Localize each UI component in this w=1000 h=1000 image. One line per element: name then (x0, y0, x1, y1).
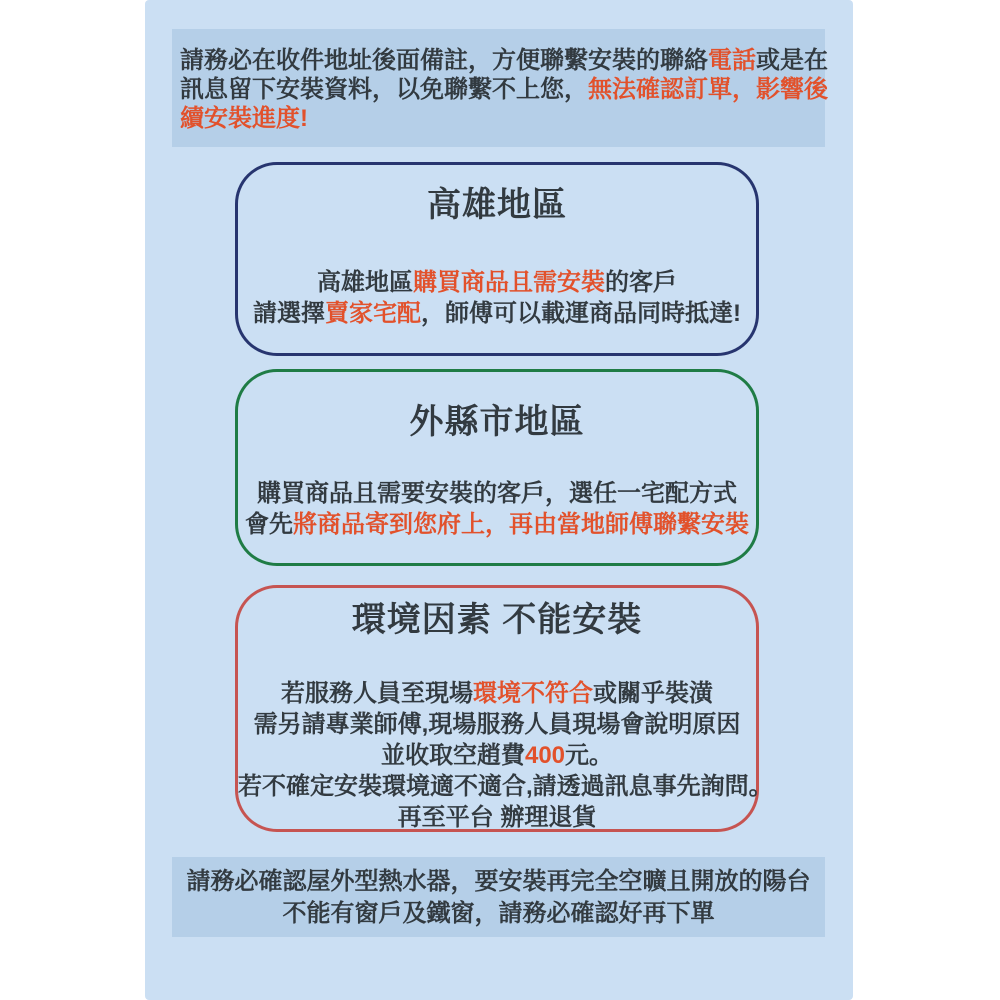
text-line: 購買商品且需要安裝的客戶，選任一宅配方式 (257, 480, 737, 507)
environment-restriction-box (235, 585, 773, 832)
text-line: 若服務人員至現場環境不符合或關乎裝潢 (281, 680, 713, 707)
text-line: 再至平台 辦理退貨 (397, 804, 597, 831)
text-line: 請務必確認屋外型熱水器，要安裝再完全空曠且開放的陽台 (186, 868, 811, 895)
region-box-kaohsiung (235, 162, 759, 356)
text-line: 若不確定安裝環境適不適合,請透過訊息事先詢問。 (238, 773, 773, 800)
text-line: 請務必在收件地址後面備註，方便聯繫安裝的聯絡電話或是在 (180, 47, 828, 74)
other-counties-box-body (238, 478, 756, 540)
text-line: 訊息留下安裝資料，以免聯繫不上您，無法確認訂單，影響後 (180, 76, 828, 103)
kaohsiung-box-body (238, 267, 756, 329)
other-counties-box-title: 外縣市地區 (409, 403, 585, 441)
text-line: 並收取空趙費400元。 (380, 742, 614, 769)
kaohsiung-box-title: 高雄地區 (427, 186, 567, 224)
environment-box-body (238, 678, 773, 833)
text-line: 高雄地區購買商品且需安裝的客戶 (317, 269, 677, 296)
text-line: 請選擇賣家宅配，師傅可以載運商品同時抵達! (253, 300, 741, 327)
text-line: 不能有窗戶及鐵窗，請務必確認好再下單 (282, 900, 715, 927)
page-background (145, 0, 853, 1000)
environment-box-title: 環境因素 不能安裝 (351, 601, 643, 639)
region-box-other-counties (235, 369, 759, 566)
text-line: 續安裝進度! (180, 105, 308, 132)
top-notice-panel (172, 29, 828, 147)
bottom-notice-panel (172, 857, 825, 937)
text-line: 需另請專業師傅,現場服務人員現場會說明原因 (253, 711, 741, 738)
text-line: 會先將商品寄到您府上，再由當地師傅聯繫安裝 (245, 511, 749, 538)
